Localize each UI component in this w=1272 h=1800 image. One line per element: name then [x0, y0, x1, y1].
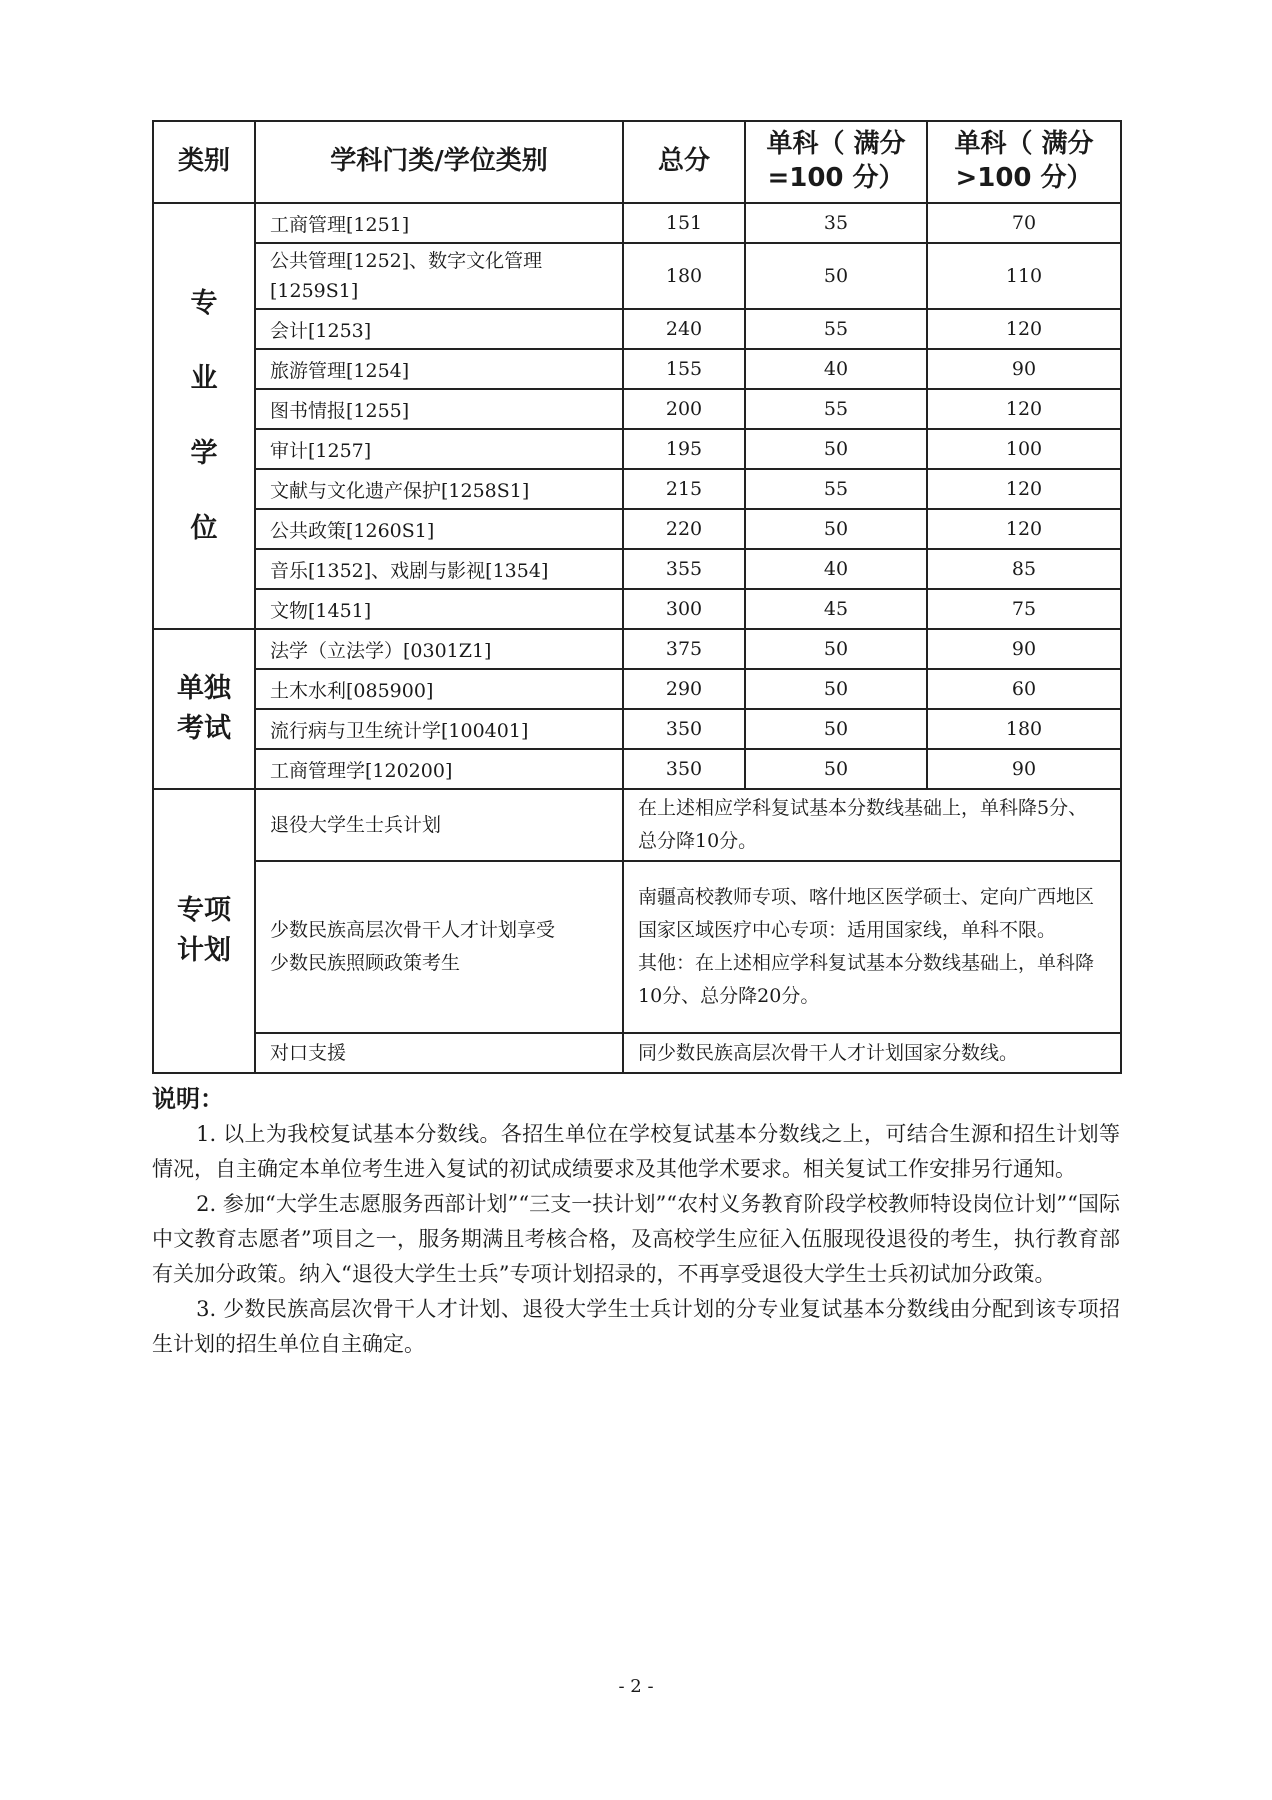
single-over-cell: 100 [927, 429, 1121, 469]
score-table [152, 120, 1122, 1074]
single-over-cell: 120 [927, 469, 1121, 509]
subject-cell: 流行病与卫生统计学[100401] [255, 709, 623, 749]
table-row [153, 749, 1121, 789]
page-number: - 2 - [618, 1676, 654, 1697]
subject-cell: 法学（立法学）[0301Z1] [255, 629, 623, 669]
subject-cell: 工商管理学[120200] [255, 749, 623, 789]
notes-title: 说明： [152, 1085, 224, 1113]
single-100-cell: 40 [745, 549, 927, 589]
header-category: 类别 [153, 121, 255, 203]
total-cell: 200 [623, 389, 745, 429]
single-100-cell: 50 [745, 709, 927, 749]
special-note-cell: 同少数民族高层次骨干人才计划国家分数线。 [623, 1033, 1121, 1073]
single-over-cell: 60 [927, 669, 1121, 709]
category-cell-special-plan: 专项计划 [153, 789, 255, 1073]
table-row [153, 389, 1121, 429]
total-cell: 215 [623, 469, 745, 509]
subject-cell: 退役大学生士兵计划 [255, 789, 623, 861]
total-cell: 195 [623, 429, 745, 469]
note-paragraph: 2. 参加“大学生志愿服务西部计划”“三支一扶计划”“农村义务教育阶段学校教师特设岗位计划”“国际中文教育志愿者”项目之一，服务期满且考核合格，及高校学生应征入伍服现役退役的考生，执行教育部有关加分政策。纳入“退役大学生士兵”专项计划招录的，不再享受退役大学生士兵初试加分政策。 [152, 1192, 1120, 1286]
single-over-cell: 70 [927, 203, 1121, 243]
subject-cell: 工商管理[1251] [255, 203, 623, 243]
single-100-cell: 50 [745, 629, 927, 669]
single-100-cell: 55 [745, 389, 927, 429]
table-row [153, 709, 1121, 749]
single-100-cell: 50 [745, 749, 927, 789]
header-single-over-100: 单科（ 满分>100 分） [927, 121, 1121, 203]
table-header-row [153, 121, 1121, 203]
single-100-cell: 50 [745, 509, 927, 549]
subject-cell: 音乐[1352]、戏剧与影视[1354] [255, 549, 623, 589]
table-row [153, 589, 1121, 629]
header-subject: 学科门类/学位类别 [255, 121, 623, 203]
subject-cell: 文献与文化遗产保护[1258S1] [255, 469, 623, 509]
total-cell: 290 [623, 669, 745, 709]
total-cell: 180 [623, 243, 745, 309]
table-row [153, 509, 1121, 549]
single-100-cell: 35 [745, 203, 927, 243]
header-single-100: 单科（ 满分=100 分） [745, 121, 927, 203]
table-row [153, 629, 1121, 669]
single-100-cell: 45 [745, 589, 927, 629]
single-over-cell: 90 [927, 749, 1121, 789]
table-row [153, 861, 1121, 1033]
single-100-cell: 40 [745, 349, 927, 389]
single-over-cell: 75 [927, 589, 1121, 629]
table-row [153, 309, 1121, 349]
total-cell: 375 [623, 629, 745, 669]
single-100-cell: 55 [745, 469, 927, 509]
total-cell: 350 [623, 749, 745, 789]
page-content [152, 120, 1120, 1362]
table-row [153, 349, 1121, 389]
special-note-line: 其他：在上述相应学科复试基本分数线基础上，单科降10分、总分降20分。 [638, 952, 1095, 1007]
subject-cell: 少数民族高层次骨干人才计划享受少数民族照顾政策考生 [255, 861, 623, 1033]
subject-cell: 文物[1451] [255, 589, 623, 629]
table-row [153, 429, 1121, 469]
total-cell: 300 [623, 589, 745, 629]
total-cell: 151 [623, 203, 745, 243]
total-cell: 350 [623, 709, 745, 749]
category-cell-separate-exam: 单独考试 [153, 629, 255, 789]
total-cell: 220 [623, 509, 745, 549]
single-over-cell: 90 [927, 349, 1121, 389]
table-row [153, 203, 1121, 243]
table-row [153, 469, 1121, 509]
single-over-cell: 120 [927, 389, 1121, 429]
total-cell: 155 [623, 349, 745, 389]
single-over-cell: 180 [927, 709, 1121, 749]
table-row [153, 243, 1121, 309]
subject-cell: 对口支援 [255, 1033, 623, 1073]
notes-section [152, 1082, 1120, 1362]
special-note-line: 南疆高校教师专项、喀什地区医学硕士、定向广西地区国家区域医疗中心专项：适用国家线，单科不限。 [638, 886, 1095, 941]
total-cell: 240 [623, 309, 745, 349]
table-row [153, 549, 1121, 589]
special-note-cell [623, 861, 1121, 1033]
category-cell-professional: 专业学位 [153, 203, 255, 629]
subject-cell: 图书情报[1255] [255, 389, 623, 429]
single-100-cell: 55 [745, 309, 927, 349]
table-row [153, 669, 1121, 709]
single-100-cell: 50 [745, 243, 927, 309]
subject-cell: 公共管理[1252]、数字文化管理[1259S1] [255, 243, 623, 309]
note-paragraph: 1. 以上为我校复试基本分数线。各招生单位在学校复试基本分数线之上，可结合生源和招生计划等情况，自主确定本单位考生进入复试的初试成绩要求及其他学术要求。相关复试工作安排另行通知。 [152, 1122, 1120, 1181]
subject-cell: 公共政策[1260S1] [255, 509, 623, 549]
special-note-cell: 在上述相应学科复试基本分数线基础上，单科降5分、总分降10分。 [623, 789, 1121, 861]
subject-cell: 审计[1257] [255, 429, 623, 469]
single-over-cell: 85 [927, 549, 1121, 589]
note-paragraph: 3. 少数民族高层次骨干人才计划、退役大学生士兵计划的分专业复试基本分数线由分配到该专项招生计划的招生单位自主确定。 [152, 1297, 1120, 1356]
table-row [153, 1033, 1121, 1073]
single-100-cell: 50 [745, 429, 927, 469]
header-total: 总分 [623, 121, 745, 203]
single-over-cell: 120 [927, 509, 1121, 549]
single-over-cell: 110 [927, 243, 1121, 309]
subject-cell: 土木水利[085900] [255, 669, 623, 709]
single-over-cell: 90 [927, 629, 1121, 669]
table-row [153, 789, 1121, 861]
single-over-cell: 120 [927, 309, 1121, 349]
single-100-cell: 50 [745, 669, 927, 709]
total-cell: 355 [623, 549, 745, 589]
subject-cell: 会计[1253] [255, 309, 623, 349]
subject-cell: 旅游管理[1254] [255, 349, 623, 389]
